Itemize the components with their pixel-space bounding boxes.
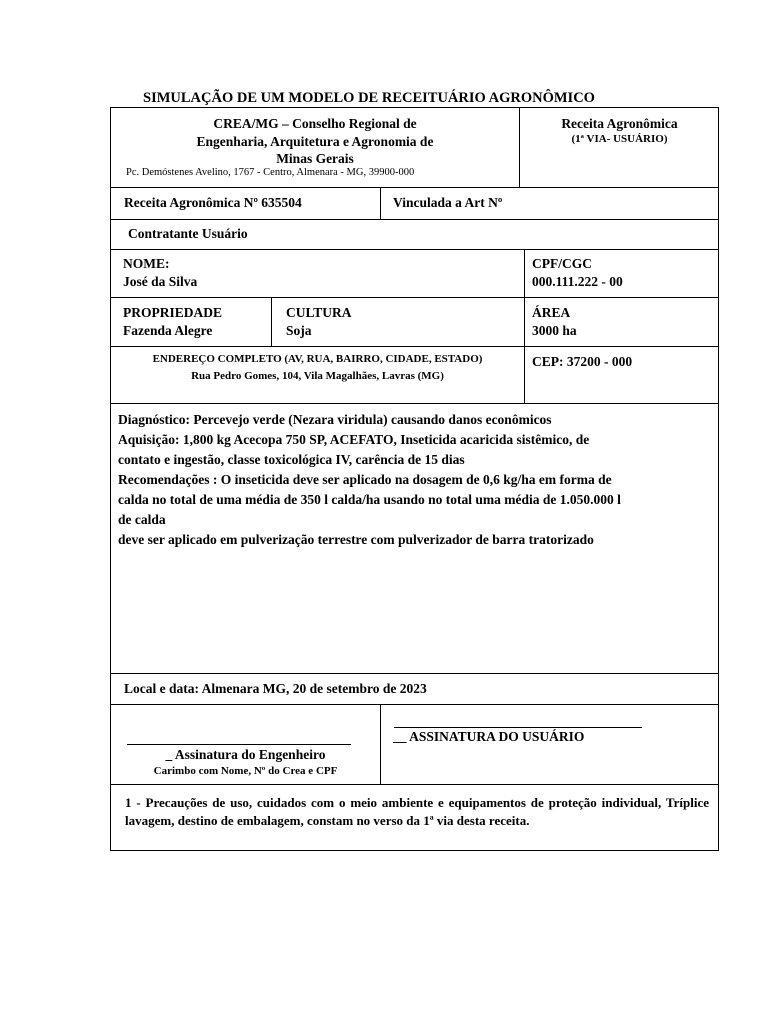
art-link: Vinculada a Art Nº (393, 195, 503, 210)
column-divider (271, 297, 272, 346)
org-name-line2: Engenharia, Arquitetura e Agronomia de (196, 134, 434, 149)
area-value: 3000 ha (532, 323, 577, 338)
row-divider (111, 784, 718, 785)
place-date: Local e data: Almenara MG, 20 de setembro de 2023 (124, 681, 427, 696)
prescription-line: contato e ingestão, classe toxicológica IV, carência de 15 dias (118, 452, 465, 467)
row-divider (111, 249, 718, 250)
row-divider (111, 704, 718, 705)
contractor-section-label: Contratante Usuário (128, 226, 248, 241)
full-address-value: Rua Pedro Gomes, 104, Vila Magalhães, Lavras (MG) (191, 370, 444, 382)
column-divider (380, 187, 381, 219)
crop-value: Soja (286, 323, 312, 338)
row-divider (111, 297, 718, 298)
row-divider (111, 673, 718, 674)
row-divider (111, 403, 718, 404)
cpf-label: CPF/CGC (532, 256, 592, 271)
prescription-body (118, 410, 711, 550)
full-address-label: ENDEREÇO COMPLETO (AV, RUA, BAIRRO, CIDADE, ESTADO) (152, 353, 483, 365)
name-label: NOME: (123, 256, 170, 271)
org-name-line3: Minas Gerais (276, 151, 354, 166)
prescription-form (110, 107, 719, 851)
prescription-line: Aquisição: 1,800 kg Acecopa 750 SP, ACEFATO, Inseticida acaricida sistêmico, de (118, 432, 590, 447)
cpf-value: 000.111.222 - 00 (532, 274, 623, 289)
column-divider (380, 704, 381, 784)
usage-notes: 1 - Precauções de uso, cuidados com o meio ambiente e equipamentos de proteção individual, Tríplice lavagem, destino de embalagem, constam no verso da 1ª via desta receita. (125, 795, 709, 828)
org-name-line1: CREA/MG – Conselho Regional de (213, 116, 417, 131)
receipt-type: Receita Agronômica (561, 116, 678, 131)
receipt-number: Receita Agronômica Nº 635504 (124, 195, 302, 210)
engineer-signature-label: _ Assinatura do Engenheiro (165, 747, 326, 762)
org-address: Pc. Demóstenes Avelino, 1767 - Centro, Almenara - MG, 39900-000 (126, 167, 415, 178)
via-label: (1ª VIA- USUÁRIO) (571, 133, 668, 145)
row-divider (111, 219, 718, 220)
prescription-line: Diagnóstico: Percevejo verde (Nezara viridula) causando danos econômicos (118, 412, 552, 427)
prescription-line: calda no total de uma média de 350 l calda/ha usando no total uma média de 1.050.000 l (118, 492, 621, 507)
column-divider (524, 249, 525, 403)
cep-value: CEP: 37200 - 000 (532, 354, 633, 369)
area-label: ÁREA (532, 305, 571, 320)
row-divider (111, 187, 718, 188)
property-label: PROPRIEDADE (123, 305, 223, 320)
property-value: Fazenda Alegre (123, 323, 213, 338)
prescription-line: Recomendações : O inseticida deve ser aplicado na dosagem de 0,6 kg/ha em forma de (118, 472, 612, 487)
document-title: SIMULAÇÃO DE UM MODELO DE RECEITUÁRIO AGRONÔMICO (143, 90, 595, 106)
user-signature-line (394, 727, 642, 728)
engineer-stamp-label: Carimbo com Nome, Nº do Crea e CPF (153, 765, 338, 777)
row-divider (111, 346, 718, 347)
crop-label: CULTURA (286, 305, 352, 320)
user-signature-label: __ ASSINATURA DO USUÁRIO (393, 729, 585, 744)
prescription-line: deve ser aplicado em pulverização terrestre com pulverizador de barra tratorizado (118, 532, 594, 547)
name-value: José da Silva (123, 274, 198, 289)
engineer-signature-line (127, 744, 351, 745)
prescription-line: de calda (118, 512, 166, 527)
